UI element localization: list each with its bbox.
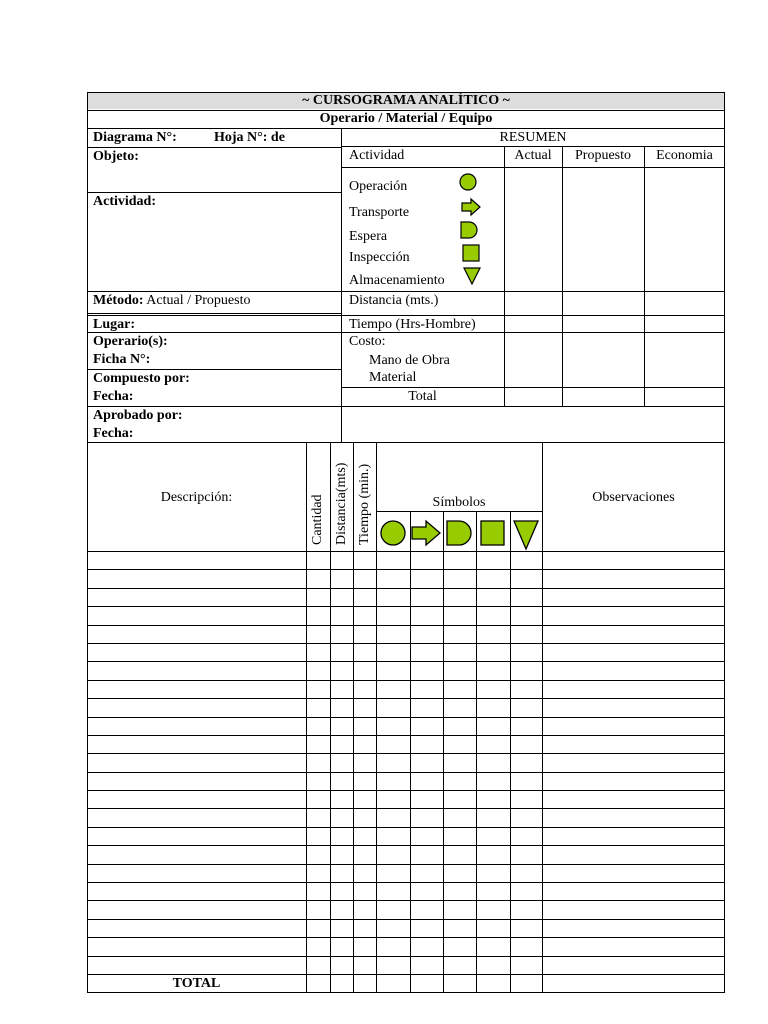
table-row bbox=[87, 827, 725, 828]
table-row bbox=[87, 661, 725, 662]
activity-espera: Espera bbox=[349, 229, 388, 244]
table-row bbox=[87, 808, 725, 809]
table-row bbox=[87, 845, 725, 846]
table-row bbox=[87, 698, 725, 699]
form-title: ~ CURSOGRAMA ANALÍTICO ~ bbox=[302, 93, 510, 108]
operarios-label: Operario(s): bbox=[93, 334, 168, 349]
header-transport-arrow-icon bbox=[411, 520, 443, 548]
resumen-col-economia: Economia bbox=[656, 148, 713, 163]
table-row bbox=[87, 790, 725, 791]
delay-d-icon bbox=[460, 221, 480, 241]
table-row bbox=[87, 735, 725, 736]
table-row bbox=[87, 680, 725, 681]
resumen-col-actividad: Actividad bbox=[349, 148, 405, 163]
resumen-total: Total bbox=[408, 389, 437, 404]
table-row bbox=[87, 588, 725, 589]
metodo-field bbox=[93, 293, 250, 309]
table-row bbox=[87, 956, 725, 957]
col-tiempo: Tiempo (min.) bbox=[357, 463, 372, 545]
actividad-label: Actividad: bbox=[93, 194, 156, 209]
operation-circle-icon bbox=[459, 173, 479, 193]
table-row bbox=[87, 900, 725, 901]
table-row bbox=[87, 864, 725, 865]
diagrama-label: Diagrama N°: bbox=[93, 130, 177, 145]
table-row bbox=[87, 974, 725, 975]
table-row bbox=[87, 551, 725, 552]
table-row bbox=[87, 569, 725, 570]
table-row bbox=[87, 919, 725, 920]
table-row bbox=[87, 606, 725, 607]
resumen-col-propuesto: Propuesto bbox=[575, 148, 631, 163]
lugar-label: Lugar: bbox=[93, 317, 135, 332]
transport-arrow-icon bbox=[461, 198, 483, 218]
objeto-label: Objeto: bbox=[93, 149, 139, 164]
table-row bbox=[87, 717, 725, 718]
form-subtitle: Operario / Material / Equipo bbox=[319, 111, 493, 126]
table-row bbox=[87, 753, 725, 754]
resumen-distancia: Distancia (mts.) bbox=[349, 293, 439, 308]
activity-almacenamiento: Almacenamiento bbox=[349, 273, 445, 288]
col-descripcion: Descripción: bbox=[160, 490, 233, 505]
header-operation-circle-icon bbox=[380, 520, 408, 548]
activity-operacion: Operación bbox=[349, 179, 408, 194]
aprobado-label: Aprobado por: bbox=[93, 408, 183, 423]
resumen-mano-obra: Mano de Obra bbox=[369, 353, 450, 368]
header-inspection-square-icon bbox=[480, 520, 508, 548]
table-row bbox=[87, 625, 725, 626]
metodo-label: Método: bbox=[93, 293, 144, 308]
inspection-square-icon bbox=[462, 244, 482, 264]
header-storage-triangle-icon bbox=[513, 520, 543, 550]
hoja-label: Hoja N°: de bbox=[214, 130, 285, 145]
resumen-col-actual: Actual bbox=[514, 148, 552, 163]
table-row bbox=[87, 643, 725, 644]
fecha-label-2: Fecha: bbox=[93, 426, 134, 441]
resumen-costo: Costo: bbox=[349, 334, 386, 349]
total-label: TOTAL bbox=[172, 976, 221, 991]
compuesto-label: Compuesto por: bbox=[93, 371, 190, 386]
col-simbolos: Símbolos bbox=[432, 495, 486, 510]
resumen-title: RESUMEN bbox=[499, 130, 567, 145]
activity-inspeccion: Inspección bbox=[349, 250, 410, 265]
storage-triangle-icon bbox=[463, 267, 483, 287]
header-delay-d-icon bbox=[446, 520, 474, 548]
fecha-label-1: Fecha: bbox=[93, 389, 134, 404]
col-cantidad: Cantidad bbox=[310, 494, 325, 545]
table-row bbox=[87, 882, 725, 883]
resumen-tiempo: Tiempo (Hrs-Hombre) bbox=[349, 317, 476, 332]
table-row bbox=[87, 772, 725, 773]
ficha-label: Ficha N°: bbox=[93, 352, 151, 367]
col-distancia: Distancia(mts) bbox=[334, 462, 349, 545]
col-observaciones: Observaciones bbox=[592, 490, 675, 505]
resumen-material: Material bbox=[369, 370, 417, 385]
metodo-value: Actual / Propuesto bbox=[143, 293, 251, 308]
table-row bbox=[87, 937, 725, 938]
activity-transporte: Transporte bbox=[349, 205, 410, 220]
